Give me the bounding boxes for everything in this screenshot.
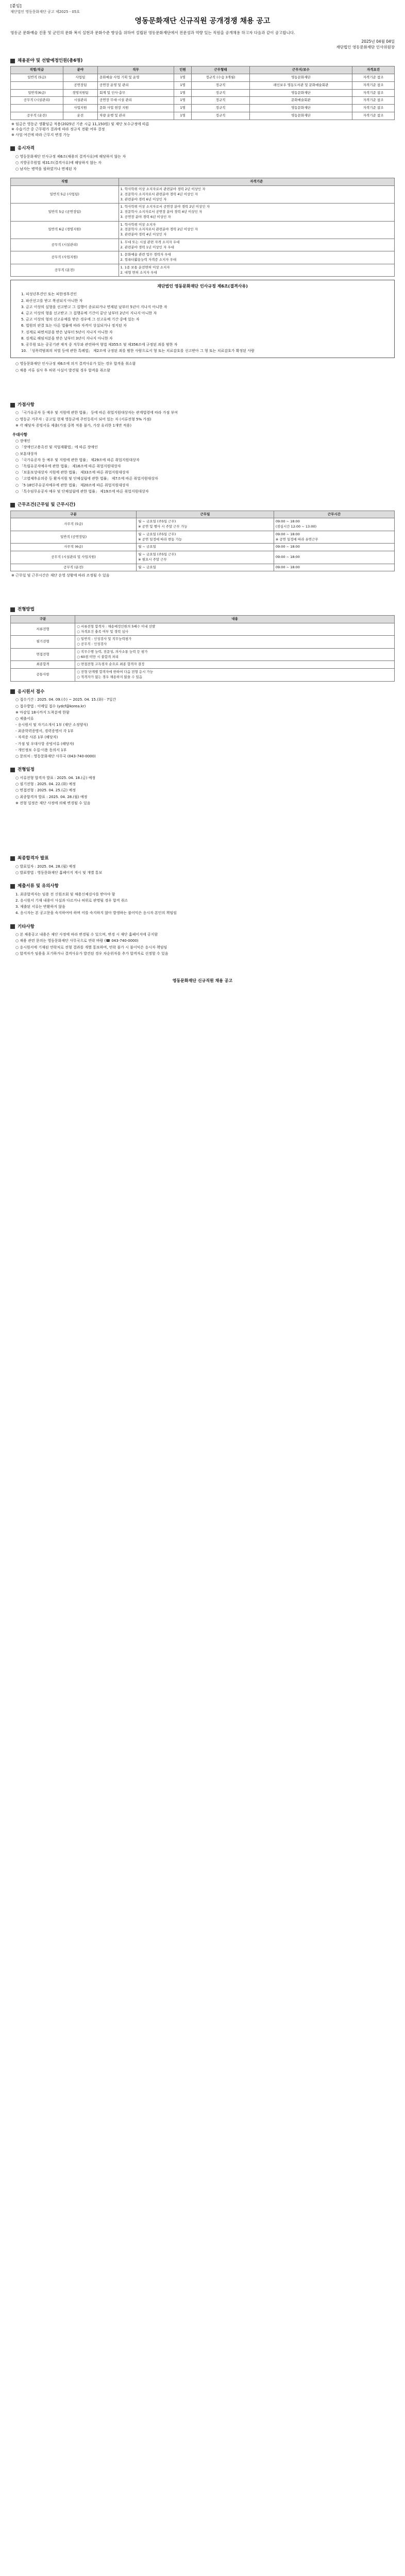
list-item: 2. 응시원서 기재 내용이 사실과 다르거나 허위로 판명될 경우 합격 취소 (15, 898, 128, 903)
table-cell: 사업팀 (63, 74, 97, 82)
table-cell: 공무직 (운전) (11, 264, 119, 277)
positions-table (10, 66, 395, 120)
table-header-cell: 근무일 (137, 511, 274, 518)
section-conditions-heading (10, 502, 395, 509)
list-item: ○ 「국가유공자 등 예우 및 지원에 관한 법률」 제29조에 따른 취업지원대상자 (15, 457, 140, 462)
list-item: 1. 최종합격자는 임용 전 신원조회 및 채용신체검사를 받아야 함 (15, 892, 115, 896)
table-cell: 09:00 ~ 18:00 ※ 공연 일정에 따라 유연근무 (274, 531, 394, 544)
table-cell: 1명 (174, 81, 191, 89)
table-cell (11, 81, 63, 89)
table-cell: 영동문화재단 (249, 105, 352, 112)
table-cell: 1. 학사학위 이상 소지자로서 관련분야 경력 2년 이상인 자 2. 전문학사 소지자로서 관련분야 경력 4년 이상인 자 3. 관련분야 경력 6년 이상인 자 (119, 186, 394, 204)
table-row (11, 636, 395, 649)
table-cell: ○ 일반직 : 인성검사 및 직무능력평가 ○ 공무직 : 인성검사 (75, 636, 395, 649)
table-cell: 1. 학사학위 이상 소지자로서 공연장 분야 경력 2년 이상인 자 2. 전문학사 소지자로서 공연장 분야 경력 4년 이상인 자 3. 공연장 분야 경력 6년 이상인 자 (119, 204, 394, 221)
list-item: 4. 금고 이상의 형을 선고받고 그 집행유예 기간이 끝난 날부터 2년이 지나지 아니한 자 (21, 311, 157, 316)
table-cell: 영동문화재단 (249, 112, 352, 120)
table-cell: 1. 문화예술 관련 업무 경력자 우대 2. 컴퓨터활용능력 자격증 소지자 우대 (119, 251, 394, 264)
table-row (11, 551, 395, 564)
table-cell: 자격기준 참조 (352, 81, 395, 89)
table-header-cell: 분야 (63, 66, 97, 74)
table-cell: 일반직 (공연장팀) (11, 531, 137, 544)
list-item: 3. 제출된 서류는 반환하지 않음 (15, 905, 65, 909)
table-row (11, 648, 395, 661)
disqualification-tail (15, 361, 395, 373)
table-cell: 문화예술 사업 기획 및 운영 (98, 74, 174, 82)
list-item: - 가점 및 우대사항 증빙서류 (해당자) (15, 741, 74, 746)
table-cell: 정규직 (192, 105, 250, 112)
table-cell: 09:00 ~ 18:00 (274, 544, 394, 551)
note-item: ※ 임금은 영동군 생활임금 적용(2025년 기준 시급 11,150원) 및 재단 보수규정에 따름 (11, 122, 149, 126)
table-cell: 월 ~ 금요일 (137, 564, 274, 571)
table-cell: 공무직 (시설관리) (11, 239, 119, 251)
section-title: 가점사항 (18, 402, 35, 408)
table-header-cell: 근무지/보수 (249, 66, 352, 74)
table-cell: 사무직 (6급) (11, 544, 137, 551)
section-title: 전형방법 (18, 607, 35, 613)
list-item: 6. 법원의 판결 또는 다른 법률에 따라 자격이 상실되거나 정지된 자 (21, 324, 127, 328)
table-row (11, 251, 395, 264)
table-cell: 1. 1종 보통 운전면허 이상 소지자 2. 대형 면허 소지자 우대 (119, 264, 394, 277)
table-cell: 면접전형 (11, 648, 75, 661)
square-bullet-icon (10, 689, 15, 694)
list-item: - 응시원서 및 자기소개서 1부 (재단 소정양식) (15, 723, 88, 727)
note-item: ※ 수습기간 중 근무평가 결과에 따라 정규직 전환 여부 결정 (11, 127, 105, 132)
section-documents-heading (10, 883, 395, 890)
table-cell: 1명 (174, 74, 191, 82)
table-cell: 일반직 (5급) (11, 74, 63, 82)
table-row (11, 97, 395, 105)
table-row (11, 531, 395, 544)
list-item: ○ 서류전형 합격자 발표 : 2025. 04. 18.(금) 예정 (15, 775, 96, 780)
list-item: ○ 필기전형 : 2025. 04. 22.(화) 예정 (15, 782, 76, 787)
list-item: ※ 마감일 18시까지 도착분에 한함 (15, 710, 70, 715)
table-cell: 공무직 (시설관리 및 사업지원) (11, 551, 137, 564)
table-cell: 공통사항 (11, 669, 75, 682)
disqualification-box (10, 280, 395, 358)
table-cell: 시설관리 (63, 97, 97, 105)
list-item: - 개인정보 수집·이용 동의서 1부 (15, 748, 67, 752)
table-cell: 정규직 (수습 3개월) (192, 74, 250, 82)
section-title: 응시자격 (18, 146, 35, 151)
list-item: ○ 면접전형 : 2025. 04. 25.(금) 예정 (15, 788, 76, 793)
table-header-cell: 직렬/직급 (11, 66, 63, 74)
section-application-heading (10, 689, 395, 696)
list-item: ○ 발표방법 : 영동문화재단 홈페이지 게시 및 개별 통보 (15, 870, 103, 875)
table-header-cell: 근무형태 (192, 66, 250, 74)
list-item: ○ 「고엽제후유의증 등 환자지원 및 단체설립에 관한 법률」 제7조에 따른 취업지원대상자 (15, 477, 158, 481)
table-cell: 자격기준 참조 (352, 89, 395, 97)
table-row (11, 105, 395, 112)
bonus-list (15, 410, 395, 429)
list-item: 8. 징계로 해임처분을 받은 날부터 3년이 지나지 아니한 자 (21, 336, 113, 341)
table-cell: 정규직 (192, 112, 250, 120)
section-eligibility-heading (10, 145, 395, 152)
list-item: ○ 합격자가 임용을 포기하거나 결격사유가 발견된 경우 차순위자를 추가 합격자로 선정할 수 있음 (15, 951, 168, 956)
list-item: ○ 문의처 : 영동문화재단 사무국 (043-740-0000) (15, 754, 96, 758)
table-cell: 1명 (174, 105, 191, 112)
list-item: ○ 채용 관련 문의는 영동문화재단 사무국으로 연락 바람 (☎ 043-740-0000) (15, 939, 139, 943)
square-bullet-icon (10, 884, 15, 889)
list-item: - 최종학력증명서, 경력증명서 각 1부 (15, 729, 74, 734)
table-row (11, 89, 395, 97)
table-cell: 일반직 5급 (공연장팀) (11, 204, 119, 221)
documents-list (15, 892, 395, 917)
table-row (11, 623, 395, 636)
announcement-number: 재단법인 영동문화재단 공고 제2025 - 05호 (10, 10, 80, 14)
list-item: ○ 「장애인고용촉진 및 직업재활법」에 따른 장애인 (15, 445, 98, 450)
list-item: ○ 보훈대상자 (15, 451, 38, 456)
table-cell: 자격기준 참조 (352, 97, 395, 105)
square-bullet-icon (10, 856, 15, 861)
square-bullet-icon (10, 403, 15, 408)
announcement-date: 2025년 04월 04일 (361, 39, 395, 44)
table-cell: 09:00 ~ 18:00 (274, 564, 394, 571)
table-cell: 자격기준 참조 (352, 74, 395, 82)
preferential-title: 우대사항 (12, 432, 27, 437)
table-cell: 정규직 (192, 81, 250, 89)
square-bullet-icon (10, 59, 15, 63)
table-cell: 차량 운행 및 관리 (98, 112, 174, 120)
square-bullet-icon (10, 768, 15, 772)
table-cell: 1명 (174, 89, 191, 97)
table-cell: ○ 면접전형 고득점자 순으로 최종 합격자 결정 (75, 661, 395, 669)
table-cell: 09:00 ~ 18:00 (274, 551, 394, 564)
document (10, 3, 395, 984)
table-cell: 자격기준 참조 (352, 112, 395, 120)
list-item: ※ 각 해당자 증빙서류 제출(가점 중복 적용 불가, 가장 유리한 1개만 적용) (15, 423, 132, 428)
table-cell: 일반직(6급) (11, 89, 63, 97)
table-cell: 공무직 (운전) (11, 564, 137, 571)
list-item: ○ 영동문화재단 인사규정 제6조(채용의 결격사유)에 해당하지 않는 자 (15, 154, 126, 159)
table-row (11, 544, 395, 551)
table-cell: 필기전형 (11, 636, 75, 649)
section-bonus-heading (10, 402, 395, 409)
list-item: 5. 금고 이상의 형의 선고유예를 받은 경우에 그 선고유예 기간 중에 있는 자 (21, 317, 140, 322)
table-cell: 영동문화재단 (249, 89, 352, 97)
conditions-table (10, 511, 395, 572)
list-item: ※ 전형 일정은 재단 사정에 의해 변경될 수 있음 (15, 801, 91, 805)
table-row (11, 221, 395, 239)
table-cell: 정규직 (192, 97, 250, 105)
list-item: 2. 파산선고를 받고 복권되지 아니한 자 (21, 298, 83, 303)
table-cell: 자격기준 참조 (352, 105, 395, 112)
table-cell: 공연장팀 (63, 81, 97, 89)
table-cell: 운전 (63, 112, 97, 120)
positions-notes (11, 122, 395, 139)
table-row (11, 74, 395, 82)
note-item: ※ 사업 여건에 따라 근무지 변경 가능 (11, 133, 70, 138)
table-cell: ○ 직무수행 능력, 전문성, 의사소통 능력 등 평가 ○ 60점 미만 시 불합격 처리 (75, 648, 395, 661)
table-cell: 레인보우 영동도서관 및 문화예술회관 (249, 81, 352, 89)
table-cell: 1명 (174, 112, 191, 120)
table-row (11, 112, 395, 120)
table-cell: 회계 및 인사·총무 (98, 89, 174, 97)
section-title: 근무조건(근무일 및 근무시간) (18, 502, 76, 507)
table-row (11, 564, 395, 571)
conditions-note: ※ 근무일 및 근무시간은 재단 운영 상황에 따라 조정될 수 있음 (11, 573, 110, 578)
section-etc-heading (10, 924, 395, 930)
table-cell: 1. 무대 또는 시설 관련 자격 소지자 우대 2. 관련분야 경력 1년 이상인 자 우대 (119, 239, 394, 251)
table-cell: 정규직 (192, 89, 250, 97)
table-header-cell: 내용 (75, 616, 395, 623)
table-cell: 1. 학사학위 이상 소지자 2. 전문학사 소지자로서 관련분야 경력 2년 이상인 자 3. 관련분야 경력 4년 이상인 자 (119, 221, 394, 239)
table-row (11, 81, 395, 89)
table-header-cell: 자격요건 (352, 66, 395, 74)
table-row (11, 204, 395, 221)
section-schedule-heading (10, 767, 395, 773)
section-title: 채용분야 및 선발예정인원(총6명) (18, 58, 83, 63)
table-row (11, 239, 395, 251)
section-title: 전형일정 (18, 767, 35, 773)
table-cell: ○ 서류전형 합격자 : 채용예정인원의 5배수 이내 선발 ○ 자격요건 충족 여부 및 경력 심사 (75, 623, 395, 636)
eligibility-list (15, 154, 395, 173)
list-item: ○ 최종합격자 발표 : 2025. 04. 28.(월) 예정 (15, 794, 88, 799)
table-cell: 일반직 6급 (경영지원) (11, 221, 119, 239)
table-cell: 서류전형 (11, 623, 75, 636)
table-header-cell: 직무 (98, 66, 174, 74)
section-announcement-heading (10, 855, 395, 862)
section-title: 응시원서 접수 (18, 689, 45, 694)
table-row (11, 186, 395, 204)
table-header-cell: 직렬 (11, 178, 119, 186)
table-cell: 사업지원 (63, 105, 97, 112)
list-item: ○ 영동군 거주자 : 공고일 현재 영동군에 주민등록이 되어 있는 자 (서류전형 5% 가점) (15, 417, 151, 421)
list-item: 1. 피성년후견인 또는 피한정후견인 (21, 292, 77, 297)
table-cell: 문화 사업 현장 지원 (98, 105, 174, 112)
announcement-org: 재단법인 영동문화재단 인사위원장 (336, 45, 395, 50)
list-item: ○ 남자는 병역을 필하였거나 면제된 자 (15, 167, 77, 172)
square-bullet-icon (10, 607, 15, 612)
intro-text: 영동군 문화예술 진흥 및 군민의 문화 복지 실현과 문화수준 향상을 위하여 설립된 영동문화재단에서 전문성과 역량 있는 직원을 공개채용 하고자 다음과 같이 공고합니다. (10, 30, 295, 35)
list-item: 3. 금고 이상의 실형을 선고받고 그 집행이 종료되거나 면제된 날부터 5년이 지나지 아니한 자 (21, 304, 167, 309)
table-cell: 공무직 (운전) (11, 112, 63, 120)
header-tag: [붙임] (10, 4, 22, 8)
list-item: ○ 접수기간 : 2025. 04. 09.(수) ~ 2025. 04. 15.(화) · 7일간 (15, 698, 116, 702)
table-header-cell: 인원 (174, 66, 191, 74)
disqualification-list (21, 292, 389, 354)
preferential-list (15, 438, 395, 495)
table-cell: 공연장 무대·시설 관리 (98, 97, 174, 105)
list-item: ○ 응시원서에 기재된 연락처로 전형 결과를 개별 통보하며, 연락 불가 시 불이익은 응시자 책임임 (15, 945, 167, 950)
table-cell: ○ 전형 단계별 합격자에 한하여 다음 전형 응시 가능 ○ 적격자가 없는 경우 채용하지 않을 수 있음 (75, 669, 395, 682)
table-cell: 공무직 (사업지원) (11, 251, 119, 264)
table-header-cell: 구분 (11, 511, 137, 518)
section-positions-heading (10, 58, 395, 64)
table-cell: 영동문화재단 (249, 74, 352, 82)
table-cell: 문화예술회관 (249, 97, 352, 105)
table-cell: 월 ~ 금요일 (주5일 근무) ※ 공연 및 행사 시 주말 근무 가능 (137, 518, 274, 531)
list-item: ○ 장애인 (15, 439, 30, 444)
list-item: ○ 접수방법 : 이메일 접수 (ydcf@korea.kr) (15, 704, 86, 708)
table-cell: 최종합격 (11, 661, 75, 669)
etc-list (15, 932, 395, 957)
selection-table (10, 615, 395, 682)
square-bullet-icon (10, 503, 15, 507)
application-list (15, 697, 395, 759)
table-cell: 월 ~ 금요일 (137, 544, 274, 551)
table-row (11, 661, 395, 669)
table-cell: 월 ~ 금요일 (주5일 근무) ※ 공연 일정에 따라 변동 가능 (137, 531, 274, 544)
list-item: - 자격증 사본 1부 (해당자) (15, 735, 58, 740)
table-row (11, 518, 395, 531)
list-item: ○ 영동문화재단 인사규정 제6조에 의거 결격사유가 있는 경우 합격을 취소함 (15, 362, 136, 366)
list-item: ○ 「국가유공자 등 예우 및 지원에 관한 법률」 등에 따른 취업지원대상자는 관계법령에 따라 가점 부여 (15, 411, 178, 415)
table-cell: 09:00 ~ 18:00 (점심시간 12:00 ~ 13:00) (274, 518, 394, 531)
table-cell: 공연장 운영 및 관리 (98, 81, 174, 89)
list-item: 7. 징계로 파면처분을 받은 날부터 5년이 지나지 아니한 자 (21, 330, 113, 334)
table-cell: 일반직 5급 (사업팀) (11, 186, 119, 204)
table-cell: 1명 (174, 97, 191, 105)
table-header-cell: 자격기준 (119, 178, 394, 186)
section-title: 제출서류 및 유의사항 (18, 884, 59, 889)
page-title: 영동문화재단 신규직원 공개경쟁 채용 공고 (134, 16, 271, 25)
list-item: ○ 「독립유공자예우에 관한 법률」 제16조에 따른 취업지원대상자 (15, 464, 121, 469)
square-bullet-icon (10, 924, 15, 929)
table-cell: 공무직 (시설관리) (11, 97, 63, 105)
table-cell (11, 105, 63, 112)
section-title: 기타사항 (18, 924, 35, 929)
announcement-list (15, 864, 395, 876)
list-item: 9. 공무원 또는 공공기관 재직 중 직무와 관련하여 형법 제355조 및 제356조에 규정된 죄를 범한 자 (21, 342, 178, 347)
section-selection-heading (10, 606, 395, 613)
list-item: 10. 「성폭력범죄의 처벌 등에 관한 특례법」 제2조에 규정된 죄를 범한 사람으로서 형 또는 치료감호를 선고받아 그 형 또는 치료감호가 확정된 사람 (21, 349, 255, 353)
list-item: 4. 응시자는 본 공고문을 숙지하여야 하며 이를 숙지하지 않아 발생하는 불이익은 응시자 본인의 책임임 (15, 911, 177, 916)
list-item: ○ 「보훈보상대상자 지원에 관한 법률」 제33조에 따른 취업지원대상자 (15, 470, 129, 475)
section-title: 최종합격자 발표 (18, 855, 49, 861)
table-row (11, 264, 395, 277)
table-header-cell: 구분 (11, 616, 75, 623)
list-item: ○ 발표일자 : 2025. 04. 28.(월) 예정 (15, 864, 76, 869)
list-item: ○ 본 채용공고 내용은 재단 사정에 따라 변경될 수 있으며, 변경 시 재단 홈페이지에 공지함 (15, 933, 158, 937)
square-bullet-icon (10, 146, 15, 151)
list-item: ○ 「특수임무유공자 예우 및 단체설립에 관한 법률」 제19조에 따른 취업지원대상자 (15, 489, 149, 494)
table-header-cell: 근무시간 (274, 511, 394, 518)
qualification-table (10, 178, 395, 277)
table-cell: 경영지원팀 (63, 89, 97, 97)
list-item: ○ 지방공무원법 제31조(결격사유)에 해당하지 않는 자 (15, 161, 102, 165)
table-cell: 월 ~ 금요일 (주5일 근무) ※ 필요시 주말 근무 (137, 551, 274, 564)
closing-title: 영동문화재단 신규직원 채용 공고 (172, 978, 233, 983)
disqualification-title: 재단법인 영동문화재단 인사규정 제6조(결격사유) (157, 284, 248, 289)
table-cell: 사무직 (5급) (11, 518, 137, 531)
list-item: ○ 「5·18민주유공자예우에 관한 법률」 제20조에 따른 취업지원대상자 (15, 483, 129, 487)
schedule-list (15, 775, 395, 806)
table-row (11, 669, 395, 682)
list-item: ○ 제출서류 (15, 716, 34, 721)
list-item: ○ 채용 서류 심사 후 허위 사실이 발견될 경우 합격을 취소함 (15, 368, 110, 372)
